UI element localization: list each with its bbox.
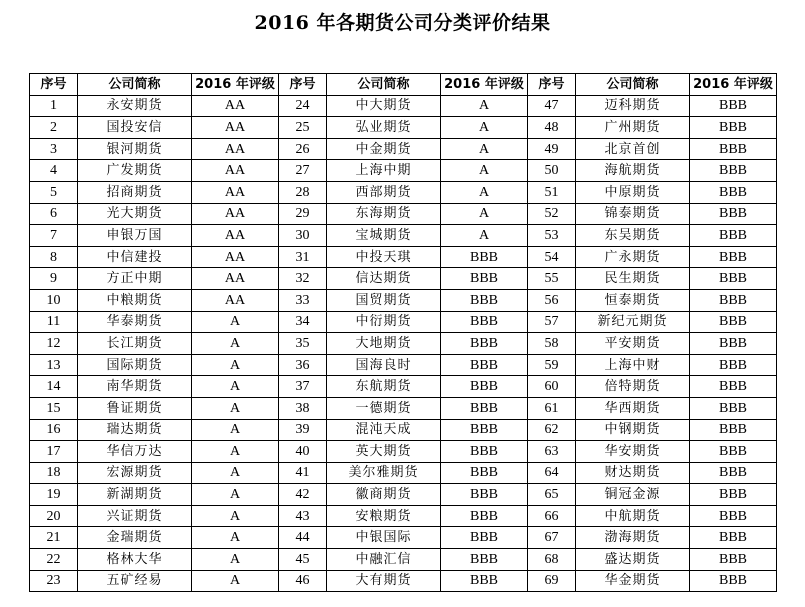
seq-cell: 40 xyxy=(279,441,327,463)
company-cell: 中信建投 xyxy=(78,246,192,268)
rating-cell: AA xyxy=(192,203,279,225)
company-cell: 英大期货 xyxy=(327,441,441,463)
rating-cell: BBB xyxy=(690,505,777,527)
seq-cell: 55 xyxy=(528,268,576,290)
company-cell: 大有期货 xyxy=(327,570,441,592)
company-cell: 广永期货 xyxy=(576,246,690,268)
rating-cell: BBB xyxy=(441,549,528,571)
company-cell: 恒泰期货 xyxy=(576,289,690,311)
table-row xyxy=(30,441,777,463)
company-cell: 大地期货 xyxy=(327,333,441,355)
header-company: 公司简称 xyxy=(576,74,690,96)
company-cell: 西部期货 xyxy=(327,181,441,203)
seq-cell: 68 xyxy=(528,549,576,571)
company-cell: 华金期货 xyxy=(576,570,690,592)
rating-cell: BBB xyxy=(690,549,777,571)
rating-cell: A xyxy=(192,441,279,463)
rating-cell: BBB xyxy=(690,138,777,160)
company-cell: 中金期货 xyxy=(327,138,441,160)
seq-cell: 41 xyxy=(279,462,327,484)
company-cell: 中融汇信 xyxy=(327,549,441,571)
company-cell: 铜冠金源 xyxy=(576,484,690,506)
seq-cell: 67 xyxy=(528,527,576,549)
rating-cell: BBB xyxy=(441,376,528,398)
rating-cell: BBB xyxy=(690,333,777,355)
rating-cell: BBB xyxy=(690,289,777,311)
seq-cell: 25 xyxy=(279,117,327,139)
seq-cell: 46 xyxy=(279,570,327,592)
company-cell: 混沌天成 xyxy=(327,419,441,441)
header-company: 公司简称 xyxy=(327,74,441,96)
rating-cell: AA xyxy=(192,289,279,311)
rating-cell: BBB xyxy=(690,354,777,376)
company-cell: 华安期货 xyxy=(576,441,690,463)
rating-cell: A xyxy=(192,333,279,355)
company-cell: 北京首创 xyxy=(576,138,690,160)
seq-cell: 26 xyxy=(279,138,327,160)
rating-cell: BBB xyxy=(690,268,777,290)
rating-cell: A xyxy=(441,225,528,247)
rating-cell: A xyxy=(192,397,279,419)
table-row xyxy=(30,419,777,441)
header-rating: 2016 年评级 xyxy=(690,74,777,96)
seq-cell: 51 xyxy=(528,181,576,203)
rating-cell: BBB xyxy=(690,397,777,419)
company-cell: 锦泰期货 xyxy=(576,203,690,225)
seq-cell: 13 xyxy=(30,354,78,376)
seq-cell: 53 xyxy=(528,225,576,247)
company-cell: 永安期货 xyxy=(78,95,192,117)
table-row xyxy=(30,333,777,355)
company-cell: 中原期货 xyxy=(576,181,690,203)
seq-cell: 9 xyxy=(30,268,78,290)
rating-cell: BBB xyxy=(690,441,777,463)
company-cell: 格林大华 xyxy=(78,549,192,571)
rating-cell: BBB xyxy=(441,570,528,592)
rating-cell: BBB xyxy=(441,397,528,419)
company-cell: 中粮期货 xyxy=(78,289,192,311)
rating-cell: A xyxy=(192,549,279,571)
seq-cell: 23 xyxy=(30,570,78,592)
seq-cell: 56 xyxy=(528,289,576,311)
company-cell: 安粮期货 xyxy=(327,505,441,527)
seq-cell: 50 xyxy=(528,160,576,182)
table-row xyxy=(30,376,777,398)
rating-cell: AA xyxy=(192,138,279,160)
seq-cell: 37 xyxy=(279,376,327,398)
company-cell: 东海期货 xyxy=(327,203,441,225)
company-cell: 国际期货 xyxy=(78,354,192,376)
seq-cell: 16 xyxy=(30,419,78,441)
seq-cell: 7 xyxy=(30,225,78,247)
rating-cell: BBB xyxy=(441,484,528,506)
seq-cell: 27 xyxy=(279,160,327,182)
rating-cell: BBB xyxy=(690,484,777,506)
table-row xyxy=(30,246,777,268)
table-row xyxy=(30,462,777,484)
rating-cell: BBB xyxy=(441,419,528,441)
rating-cell: A xyxy=(441,138,528,160)
header-seq: 序号 xyxy=(528,74,576,96)
rating-cell: AA xyxy=(192,268,279,290)
rating-cell: BBB xyxy=(690,181,777,203)
rating-cell: AA xyxy=(192,181,279,203)
table-row xyxy=(30,549,777,571)
company-cell: 信达期货 xyxy=(327,268,441,290)
company-cell: 渤海期货 xyxy=(576,527,690,549)
table-row xyxy=(30,397,777,419)
table-row xyxy=(30,117,777,139)
seq-cell: 11 xyxy=(30,311,78,333)
rating-cell: BBB xyxy=(441,527,528,549)
rating-cell: BBB xyxy=(690,462,777,484)
header-company: 公司简称 xyxy=(78,74,192,96)
rating-cell: A xyxy=(192,570,279,592)
company-cell: 中大期货 xyxy=(327,95,441,117)
rating-cell: BBB xyxy=(441,268,528,290)
company-cell: 银河期货 xyxy=(78,138,192,160)
rating-cell: BBB xyxy=(690,246,777,268)
company-cell: 南华期货 xyxy=(78,376,192,398)
seq-cell: 45 xyxy=(279,549,327,571)
company-cell: 长江期货 xyxy=(78,333,192,355)
table-row xyxy=(30,484,777,506)
company-cell: 中银国际 xyxy=(327,527,441,549)
seq-cell: 24 xyxy=(279,95,327,117)
company-cell: 宝城期货 xyxy=(327,225,441,247)
company-cell: 平安期货 xyxy=(576,333,690,355)
table-row xyxy=(30,203,777,225)
seq-cell: 48 xyxy=(528,117,576,139)
rating-cell: A xyxy=(441,95,528,117)
table-row xyxy=(30,138,777,160)
rating-cell: A xyxy=(441,203,528,225)
table-row xyxy=(30,268,777,290)
seq-cell: 42 xyxy=(279,484,327,506)
company-cell: 鲁证期货 xyxy=(78,397,192,419)
seq-cell: 20 xyxy=(30,505,78,527)
seq-cell: 34 xyxy=(279,311,327,333)
table-row xyxy=(30,505,777,527)
seq-cell: 36 xyxy=(279,354,327,376)
company-cell: 申银万国 xyxy=(78,225,192,247)
company-cell: 海航期货 xyxy=(576,160,690,182)
seq-cell: 64 xyxy=(528,462,576,484)
table-row xyxy=(30,527,777,549)
seq-cell: 65 xyxy=(528,484,576,506)
rating-cell: BBB xyxy=(690,527,777,549)
seq-cell: 10 xyxy=(30,289,78,311)
seq-cell: 43 xyxy=(279,505,327,527)
rating-cell: BBB xyxy=(690,203,777,225)
company-cell: 东航期货 xyxy=(327,376,441,398)
seq-cell: 17 xyxy=(30,441,78,463)
rating-cell: BBB xyxy=(690,117,777,139)
seq-cell: 44 xyxy=(279,527,327,549)
seq-cell: 12 xyxy=(30,333,78,355)
rating-cell: BBB xyxy=(441,462,528,484)
rating-cell: BBB xyxy=(441,311,528,333)
seq-cell: 19 xyxy=(30,484,78,506)
table-row xyxy=(30,160,777,182)
seq-cell: 15 xyxy=(30,397,78,419)
rating-cell: A xyxy=(441,117,528,139)
table-row xyxy=(30,354,777,376)
table-row xyxy=(30,570,777,592)
rating-cell: AA xyxy=(192,160,279,182)
company-cell: 倍特期货 xyxy=(576,376,690,398)
rating-cell: BBB xyxy=(690,95,777,117)
seq-cell: 35 xyxy=(279,333,327,355)
company-cell: 华泰期货 xyxy=(78,311,192,333)
rating-cell: BBB xyxy=(690,419,777,441)
seq-cell: 21 xyxy=(30,527,78,549)
seq-cell: 30 xyxy=(279,225,327,247)
rating-cell: A xyxy=(192,354,279,376)
seq-cell: 38 xyxy=(279,397,327,419)
rating-cell: BBB xyxy=(441,505,528,527)
company-cell: 上海中期 xyxy=(327,160,441,182)
company-cell: 中衍期货 xyxy=(327,311,441,333)
company-cell: 弘业期货 xyxy=(327,117,441,139)
rating-cell: A xyxy=(192,462,279,484)
seq-cell: 54 xyxy=(528,246,576,268)
rating-cell: A xyxy=(192,505,279,527)
company-cell: 徽商期货 xyxy=(327,484,441,506)
seq-cell: 32 xyxy=(279,268,327,290)
company-cell: 五矿经易 xyxy=(78,570,192,592)
company-cell: 上海中财 xyxy=(576,354,690,376)
table-row xyxy=(30,95,777,117)
company-cell: 瑞达期货 xyxy=(78,419,192,441)
seq-cell: 57 xyxy=(528,311,576,333)
company-cell: 广州期货 xyxy=(576,117,690,139)
company-cell: 兴证期货 xyxy=(78,505,192,527)
company-cell: 东吴期货 xyxy=(576,225,690,247)
seq-cell: 3 xyxy=(30,138,78,160)
company-cell: 盛达期货 xyxy=(576,549,690,571)
seq-cell: 49 xyxy=(528,138,576,160)
seq-cell: 5 xyxy=(30,181,78,203)
rating-cell: A xyxy=(192,311,279,333)
seq-cell: 61 xyxy=(528,397,576,419)
table-header-row xyxy=(30,74,777,96)
seq-cell: 14 xyxy=(30,376,78,398)
seq-cell: 29 xyxy=(279,203,327,225)
company-cell: 新湖期货 xyxy=(78,484,192,506)
seq-cell: 39 xyxy=(279,419,327,441)
table-row xyxy=(30,181,777,203)
rating-cell: AA xyxy=(192,117,279,139)
seq-cell: 60 xyxy=(528,376,576,398)
header-rating: 2016 年评级 xyxy=(441,74,528,96)
header-seq: 序号 xyxy=(30,74,78,96)
seq-cell: 47 xyxy=(528,95,576,117)
seq-cell: 28 xyxy=(279,181,327,203)
company-cell: 美尔雅期货 xyxy=(327,462,441,484)
rating-cell: A xyxy=(441,181,528,203)
company-cell: 一德期货 xyxy=(327,397,441,419)
company-cell: 华信万达 xyxy=(78,441,192,463)
rating-cell: A xyxy=(441,160,528,182)
seq-cell: 58 xyxy=(528,333,576,355)
seq-cell: 8 xyxy=(30,246,78,268)
company-cell: 国投安信 xyxy=(78,117,192,139)
rating-cell: A xyxy=(192,527,279,549)
header-seq: 序号 xyxy=(279,74,327,96)
company-cell: 方正中期 xyxy=(78,268,192,290)
company-cell: 金瑞期货 xyxy=(78,527,192,549)
rating-cell: BBB xyxy=(690,570,777,592)
company-cell: 国贸期货 xyxy=(327,289,441,311)
seq-cell: 59 xyxy=(528,354,576,376)
seq-cell: 6 xyxy=(30,203,78,225)
company-cell: 国海良时 xyxy=(327,354,441,376)
seq-cell: 1 xyxy=(30,95,78,117)
rating-cell: A xyxy=(192,376,279,398)
table-row xyxy=(30,225,777,247)
company-cell: 中钢期货 xyxy=(576,419,690,441)
table-row xyxy=(30,311,777,333)
header-rating: 2016 年评级 xyxy=(192,74,279,96)
seq-cell: 66 xyxy=(528,505,576,527)
rating-cell: A xyxy=(192,484,279,506)
rating-cell: BBB xyxy=(441,441,528,463)
rating-cell: BBB xyxy=(690,311,777,333)
page-title: 2016 年各期货公司分类评价结果 xyxy=(254,12,551,34)
rating-cell: AA xyxy=(192,246,279,268)
company-cell: 中投天琪 xyxy=(327,246,441,268)
company-cell: 迈科期货 xyxy=(576,95,690,117)
rating-table xyxy=(29,73,777,592)
company-cell: 招商期货 xyxy=(78,181,192,203)
rating-cell: BBB xyxy=(441,333,528,355)
table-body xyxy=(30,95,777,592)
rating-cell: AA xyxy=(192,225,279,247)
table-row xyxy=(30,289,777,311)
rating-cell: BBB xyxy=(441,246,528,268)
seq-cell: 31 xyxy=(279,246,327,268)
rating-cell: BBB xyxy=(690,160,777,182)
company-cell: 财达期货 xyxy=(576,462,690,484)
seq-cell: 2 xyxy=(30,117,78,139)
company-cell: 华西期货 xyxy=(576,397,690,419)
company-cell: 民生期货 xyxy=(576,268,690,290)
rating-cell: BBB xyxy=(690,376,777,398)
seq-cell: 4 xyxy=(30,160,78,182)
company-cell: 新纪元期货 xyxy=(576,311,690,333)
seq-cell: 22 xyxy=(30,549,78,571)
rating-cell: BBB xyxy=(690,225,777,247)
seq-cell: 33 xyxy=(279,289,327,311)
rating-cell: BBB xyxy=(441,289,528,311)
rating-cell: AA xyxy=(192,95,279,117)
seq-cell: 69 xyxy=(528,570,576,592)
rating-cell: BBB xyxy=(441,354,528,376)
seq-cell: 63 xyxy=(528,441,576,463)
seq-cell: 18 xyxy=(30,462,78,484)
company-cell: 光大期货 xyxy=(78,203,192,225)
rating-cell: A xyxy=(192,419,279,441)
company-cell: 宏源期货 xyxy=(78,462,192,484)
company-cell: 广发期货 xyxy=(78,160,192,182)
company-cell: 中航期货 xyxy=(576,505,690,527)
seq-cell: 62 xyxy=(528,419,576,441)
seq-cell: 52 xyxy=(528,203,576,225)
